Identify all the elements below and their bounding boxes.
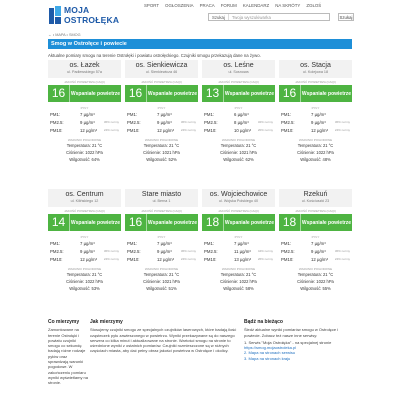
pm1-label: PM1: bbox=[127, 240, 138, 246]
pm-label: PYŁY bbox=[234, 106, 243, 110]
weather-label: WARUNKI POGODOWE bbox=[298, 138, 333, 142]
station-card[interactable] bbox=[125, 60, 198, 184]
pm25-value: 9 µg/m³ bbox=[80, 248, 95, 254]
station-card[interactable] bbox=[202, 189, 275, 313]
humidity-value: 53% bbox=[91, 286, 100, 291]
pm25-norm: 36% normy bbox=[180, 120, 196, 124]
pm10-label: PM10: bbox=[281, 256, 294, 262]
humidity-label: Wilgotność: bbox=[300, 157, 322, 162]
humidity-label: Wilgotność: bbox=[69, 286, 91, 291]
pm25-label: PM2.5: bbox=[50, 248, 64, 254]
station-header bbox=[279, 189, 352, 207]
caqi-label: JAKOŚĆ POWIETRZA (CAQI) bbox=[64, 209, 105, 213]
caqi-box bbox=[279, 85, 352, 102]
pm10-norm: 24% normy bbox=[180, 128, 196, 132]
pm25-label: PM2.5: bbox=[127, 248, 141, 254]
pm1-value: 6 µg/m³ bbox=[234, 111, 249, 117]
pm25-row bbox=[279, 118, 352, 126]
search-button[interactable]: Szukaj bbox=[339, 14, 353, 20]
pm10-row bbox=[125, 126, 198, 134]
humidity-row bbox=[202, 285, 275, 292]
air-quality-status: Wspaniałe powietrze bbox=[224, 90, 275, 97]
humidity-value: 52% bbox=[168, 157, 177, 162]
pm10-value: 12 µg/m³ bbox=[157, 127, 175, 133]
station-street: ul. Sienkiewicza 46 bbox=[145, 70, 178, 74]
pm10-row bbox=[202, 126, 275, 134]
pm1-label: PM1: bbox=[50, 240, 61, 246]
pressure-row bbox=[279, 278, 352, 285]
pressure-value: 1021 hPa bbox=[162, 279, 180, 284]
nav-item-na-skroty[interactable]: NA SKRÓTY bbox=[275, 3, 301, 8]
pm25-row bbox=[202, 247, 275, 255]
info-what-text: Zamontowane na terenie Ostrołęki i powiatu czujniki smogu co sekundę badają różne rodzaje pyłów oraz sprawdzają warunki pogodowe. W zakończeniu pomiaru wyniki wyświetlamy na stronie. bbox=[48, 327, 89, 386]
pm25-row bbox=[279, 247, 352, 255]
pm1-value: 7 µg/m³ bbox=[157, 111, 172, 117]
temperature-row bbox=[125, 142, 198, 149]
pm-label: PYŁY bbox=[80, 235, 89, 239]
pm1-label: PM1: bbox=[281, 240, 292, 246]
pm1-value: 7 µg/m³ bbox=[157, 240, 172, 246]
pm25-row bbox=[48, 118, 121, 126]
nav-item-sport[interactable]: SPORT bbox=[144, 3, 160, 8]
pm10-norm: 24% normy bbox=[334, 257, 350, 261]
pressure-label: Ciśnienie: bbox=[220, 279, 239, 284]
pressure-value: 1022 hPa bbox=[316, 279, 334, 284]
air-quality-status: Wspaniałe powietrze bbox=[224, 219, 275, 226]
caqi-box bbox=[202, 214, 275, 231]
pm1-row bbox=[202, 110, 275, 118]
pm10-norm: 26% normy bbox=[257, 257, 273, 261]
caqi-label: JAKOŚĆ POWIETRZA (CAQI) bbox=[295, 80, 336, 84]
humidity-label: Wilgotność: bbox=[146, 286, 168, 291]
pm10-label: PM10: bbox=[127, 127, 140, 133]
station-street: ul. Kilińskiego 12 bbox=[70, 199, 99, 203]
temperature-label: Temperatura: bbox=[66, 272, 91, 277]
site-header bbox=[0, 0, 400, 30]
humidity-label: Wilgotność: bbox=[223, 286, 245, 291]
info-link-2[interactable]: 2. Mapa na stronach serwisu bbox=[244, 350, 296, 356]
caqi-value: 16 bbox=[125, 85, 147, 102]
station-name: os. Leśne bbox=[223, 62, 254, 69]
air-quality-status: Wspaniałe powietrze bbox=[70, 219, 121, 226]
pm1-label: PM1: bbox=[127, 111, 138, 117]
pm25-value: 9 µg/m³ bbox=[80, 119, 95, 125]
caqi-value: 16 bbox=[48, 85, 70, 102]
pm25-value: 9 µg/m³ bbox=[157, 248, 172, 254]
info-stay bbox=[244, 320, 352, 361]
nav-item-zglos[interactable]: ZGŁOŚ bbox=[306, 3, 322, 8]
station-name: os. Stacja bbox=[300, 62, 331, 69]
weather-label: WARUNKI POGODOWE bbox=[67, 267, 102, 271]
pm1-value: 7 µg/m³ bbox=[311, 240, 326, 246]
pm10-row bbox=[48, 255, 121, 263]
logo-line2: OSTROŁĘKA bbox=[64, 15, 120, 25]
pressure-label: Ciśnienie: bbox=[220, 150, 239, 155]
logo-icon bbox=[48, 6, 62, 26]
pm25-value: 9 µg/m³ bbox=[311, 248, 326, 254]
pm25-value: 9 µg/m³ bbox=[157, 119, 172, 125]
caqi-box bbox=[125, 85, 198, 102]
pressure-label: Ciśnienie: bbox=[143, 279, 162, 284]
station-name: os. Sienkiewicza bbox=[135, 62, 188, 69]
temperature-label: Temperatura: bbox=[66, 143, 91, 148]
pressure-value: 1022 hPa bbox=[316, 150, 334, 155]
caqi-box bbox=[125, 214, 198, 231]
pm1-row bbox=[125, 239, 198, 247]
pm10-value: 12 µg/m³ bbox=[311, 127, 329, 133]
temperature-label: Temperatura: bbox=[143, 272, 168, 277]
pressure-row bbox=[48, 149, 121, 156]
station-header bbox=[279, 60, 352, 78]
search-box[interactable] bbox=[208, 13, 330, 21]
intro-text: Aktualne pomiary smogu na terenie Ostrołęki i powiatu ostrołęckiego. Czujniki smogu przekazują dane na żywo. bbox=[48, 53, 261, 58]
humidity-value: 62% bbox=[245, 157, 254, 162]
pm-label: PYŁY bbox=[311, 235, 320, 239]
pressure-row bbox=[125, 278, 198, 285]
temperature-label: Temperatura: bbox=[220, 143, 245, 148]
air-quality-status: Wspaniałe powietrze bbox=[301, 219, 352, 226]
air-quality-status: Wspaniałe powietrze bbox=[147, 90, 198, 97]
pm25-label: PM2.5: bbox=[204, 248, 218, 254]
pm25-label: PM2.5: bbox=[281, 248, 295, 254]
pm1-label: PM1: bbox=[204, 240, 215, 246]
pm1-row bbox=[48, 239, 121, 247]
pm1-value: 7 µg/m³ bbox=[234, 240, 249, 246]
pm25-norm: 36% normy bbox=[103, 249, 119, 253]
pm25-label: PM2.5: bbox=[204, 119, 218, 125]
temperature-label: Temperatura: bbox=[143, 143, 168, 148]
info-link-3[interactable]: 3. Mapa na stronach kraju bbox=[244, 355, 291, 361]
station-street: ul. Wojska Polskiego 40 bbox=[218, 199, 259, 203]
station-header bbox=[125, 60, 198, 78]
humidity-value: 58% bbox=[245, 286, 254, 291]
humidity-label: Wilgotność: bbox=[300, 286, 322, 291]
pm1-label: PM1: bbox=[204, 111, 215, 117]
pressure-row bbox=[202, 149, 275, 156]
pm-label: PYŁY bbox=[311, 106, 320, 110]
caqi-value: 13 bbox=[202, 85, 224, 102]
pm25-row bbox=[125, 118, 198, 126]
pressure-label: Ciśnienie: bbox=[297, 150, 316, 155]
caqi-value: 18 bbox=[279, 214, 301, 231]
temperature-row bbox=[202, 142, 275, 149]
pressure-value: 1022 hPa bbox=[85, 150, 103, 155]
logo-line1: MOJA bbox=[64, 5, 90, 15]
pm-label: PYŁY bbox=[234, 235, 243, 239]
temperature-value: 21 °C bbox=[168, 143, 180, 148]
pm10-value: 10 µg/m³ bbox=[234, 127, 252, 133]
pm10-norm: 20% normy bbox=[257, 128, 273, 132]
weather-label: WARUNKI POGODOWE bbox=[144, 138, 179, 142]
info-how bbox=[90, 320, 240, 354]
pm1-row bbox=[202, 239, 275, 247]
station-name: os. Centrum bbox=[65, 191, 104, 198]
caqi-box bbox=[48, 85, 121, 102]
pm25-label: PM2.5: bbox=[281, 119, 295, 125]
pm10-value: 12 µg/m³ bbox=[311, 256, 329, 262]
humidity-label: Wilgotność: bbox=[146, 157, 168, 162]
station-card[interactable] bbox=[125, 189, 198, 313]
station-header bbox=[202, 189, 275, 207]
pm-label: PYŁY bbox=[80, 106, 89, 110]
pressure-label: Ciśnienie: bbox=[66, 150, 85, 155]
station-header bbox=[125, 189, 198, 207]
search-label: Szukaj bbox=[209, 14, 229, 20]
pressure-label: Ciśnienie: bbox=[66, 279, 85, 284]
info-how-text: Stosujemy czujniki smogu ze specjalnych czujników laserowych, które badają ilość cząsteczek pyłu zawieszonego w powietrzu. Wyniki przekazywane są do naszego serwera co kilka minut i aktualizowane na stronie. Wartości smogu na stronie to uśrednione wyniki z ostatnich pomiarów. Czujniki rozmieszczone są w różnych częściach miasta, aby dać pełny obraz jakości powietrza w Ostrołęce i okolicy. bbox=[90, 327, 237, 354]
air-quality-status: Wspaniałe powietrze bbox=[301, 90, 352, 97]
temperature-label: Temperatura: bbox=[297, 143, 322, 148]
caqi-label: JAKOŚĆ POWIETRZA (CAQI) bbox=[141, 80, 182, 84]
temperature-label: Temperatura: bbox=[220, 272, 245, 277]
site-logo[interactable] bbox=[48, 5, 120, 27]
caqi-label: JAKOŚĆ POWIETRZA (CAQI) bbox=[218, 209, 259, 213]
search-input[interactable]: Twoja wyszukiwarka bbox=[231, 14, 271, 20]
station-street: ul. Kolejowa 18 bbox=[302, 70, 328, 74]
humidity-value: 48% bbox=[322, 157, 331, 162]
caqi-box bbox=[48, 214, 121, 231]
pm10-row bbox=[279, 126, 352, 134]
pm25-row bbox=[48, 247, 121, 255]
nav-item-ogloszenia[interactable]: OGŁOSZENIA bbox=[165, 3, 194, 8]
info-how-title: Jak mierzymy bbox=[90, 319, 123, 325]
temperature-value: 21 °C bbox=[168, 272, 180, 277]
station-name: os. Wojciechowice bbox=[209, 191, 268, 198]
pm10-norm: 24% normy bbox=[103, 128, 119, 132]
station-name: os. Łazek bbox=[69, 62, 100, 69]
pressure-row bbox=[48, 278, 121, 285]
pm10-norm: 24% normy bbox=[180, 257, 196, 261]
pressure-label: Ciśnienie: bbox=[143, 150, 162, 155]
pm1-label: PM1: bbox=[50, 111, 61, 117]
nav-item-kalendarz[interactable]: KALENDARZ bbox=[242, 3, 270, 8]
pm25-norm: 32% normy bbox=[257, 120, 273, 124]
air-quality-status: Wspaniałe powietrze bbox=[70, 90, 121, 97]
pm10-value: 12 µg/m³ bbox=[157, 256, 175, 262]
station-header bbox=[202, 60, 275, 78]
pm25-norm: 36% normy bbox=[334, 249, 350, 253]
pm10-norm: 24% normy bbox=[334, 128, 350, 132]
caqi-value: 16 bbox=[279, 85, 301, 102]
info-what-title: Co mierzymy bbox=[48, 319, 80, 325]
station-card[interactable] bbox=[279, 189, 352, 313]
pm1-value: 7 µg/m³ bbox=[80, 111, 95, 117]
station-street: ul. Padlewskiego 57a bbox=[67, 70, 102, 74]
humidity-row bbox=[48, 285, 121, 292]
pm-label: PYŁY bbox=[157, 106, 166, 110]
pm25-row bbox=[202, 118, 275, 126]
breadcrumb[interactable]: ← • MAPA • SMOG bbox=[48, 33, 81, 37]
humidity-label: Wilgotność: bbox=[223, 157, 245, 162]
pressure-value: 1022 hPa bbox=[239, 279, 257, 284]
humidity-row bbox=[125, 156, 198, 163]
station-name: Rzekuń bbox=[303, 191, 328, 198]
caqi-label: JAKOŚĆ POWIETRZA (CAQI) bbox=[141, 209, 182, 213]
pm10-value: 12 µg/m³ bbox=[80, 256, 98, 262]
pm25-label: PM2.5: bbox=[50, 119, 64, 125]
caqi-label: JAKOŚĆ POWIETRZA (CAQI) bbox=[218, 80, 259, 84]
caqi-value: 18 bbox=[202, 214, 224, 231]
pressure-row bbox=[202, 278, 275, 285]
caqi-value: 14 bbox=[48, 214, 70, 231]
pressure-row bbox=[279, 149, 352, 156]
humidity-row bbox=[125, 285, 198, 292]
station-card[interactable] bbox=[48, 189, 121, 313]
pm1-row bbox=[279, 239, 352, 247]
humidity-row bbox=[48, 156, 121, 163]
pm10-value: 13 µg/m³ bbox=[234, 256, 252, 262]
humidity-row bbox=[279, 156, 352, 163]
pm25-row bbox=[125, 247, 198, 255]
pm10-label: PM10: bbox=[204, 127, 217, 133]
pm1-value: 7 µg/m³ bbox=[311, 111, 326, 117]
station-street: ul. Berna 1 bbox=[152, 199, 171, 203]
temperature-row bbox=[125, 271, 198, 278]
temperature-row bbox=[279, 271, 352, 278]
station-card[interactable] bbox=[279, 60, 352, 184]
temperature-row bbox=[48, 271, 121, 278]
station-street: ul. Kościuszki 23 bbox=[301, 199, 330, 203]
temperature-row bbox=[279, 142, 352, 149]
pm10-row bbox=[202, 255, 275, 263]
weather-label: WARUNKI POGODOWE bbox=[298, 267, 333, 271]
pm25-label: PM2.5: bbox=[127, 119, 141, 125]
air-quality-status: Wspaniałe powietrze bbox=[147, 219, 198, 226]
station-card[interactable] bbox=[48, 60, 121, 184]
pm10-label: PM10: bbox=[204, 256, 217, 262]
pm10-row bbox=[48, 126, 121, 134]
pm1-row bbox=[279, 110, 352, 118]
caqi-value: 16 bbox=[125, 214, 147, 231]
pm10-row bbox=[279, 255, 352, 263]
humidity-value: 51% bbox=[168, 286, 177, 291]
temperature-value: 21 °C bbox=[245, 143, 257, 148]
pm-label: PYŁY bbox=[157, 235, 166, 239]
temperature-value: 21 °C bbox=[245, 272, 257, 277]
humidity-value: 64% bbox=[91, 157, 100, 162]
info-link-1: 1. Serwis "Moja Ostrołęka" - na specjalnej stronie bbox=[244, 339, 332, 345]
pm10-row bbox=[125, 255, 198, 263]
weather-label: WARUNKI POGODOWE bbox=[67, 138, 102, 142]
temperature-value: 21 °C bbox=[91, 272, 103, 277]
pm25-norm: 44% normy bbox=[257, 249, 273, 253]
pm10-norm: 24% normy bbox=[103, 257, 119, 261]
pm10-label: PM10: bbox=[50, 256, 63, 262]
temperature-value: 21 °C bbox=[91, 143, 103, 148]
pressure-row bbox=[125, 149, 198, 156]
pm25-norm: 36% normy bbox=[180, 249, 196, 253]
pm10-label: PM10: bbox=[127, 256, 140, 262]
station-name: Stare miasto bbox=[141, 191, 182, 198]
humidity-row bbox=[279, 285, 352, 292]
page-title: Smog w Ostrołęce i powiecie bbox=[48, 39, 352, 49]
temperature-row bbox=[48, 142, 121, 149]
humidity-row bbox=[202, 156, 275, 163]
pressure-label: Ciśnienie: bbox=[297, 279, 316, 284]
weather-label: WARUNKI POGODOWE bbox=[221, 138, 256, 142]
pressure-value: 1021 hPa bbox=[162, 150, 180, 155]
temperature-value: 21 °C bbox=[322, 272, 334, 277]
nav-item-forum[interactable]: FORUM bbox=[220, 3, 237, 8]
temperature-value: 21 °C bbox=[322, 143, 334, 148]
station-header bbox=[48, 189, 121, 207]
pm10-value: 12 µg/m³ bbox=[80, 127, 98, 133]
nav-item-praca[interactable]: PRACA bbox=[199, 3, 215, 8]
pm25-value: 8 µg/m³ bbox=[234, 119, 249, 125]
stations-grid bbox=[48, 60, 352, 313]
info-what bbox=[48, 320, 88, 386]
pm1-value: 7 µg/m³ bbox=[80, 240, 95, 246]
caqi-label: JAKOŚĆ POWIETRZA (CAQI) bbox=[64, 80, 105, 84]
pm1-label: PM1: bbox=[281, 111, 292, 117]
weather-label: WARUNKI POGODOWE bbox=[221, 267, 256, 271]
station-header bbox=[48, 60, 121, 78]
temperature-label: Temperatura: bbox=[297, 272, 322, 277]
info-stay-title: Bądź na bieżąco bbox=[244, 319, 283, 325]
caqi-box bbox=[202, 85, 275, 102]
pm10-label: PM10: bbox=[281, 127, 294, 133]
pressure-value: 1021 hPa bbox=[239, 150, 257, 155]
pm1-row bbox=[48, 110, 121, 118]
pm10-label: PM10: bbox=[50, 127, 63, 133]
humidity-value: 55% bbox=[322, 286, 331, 291]
caqi-label: JAKOŚĆ POWIETRZA (CAQI) bbox=[295, 209, 336, 213]
temperature-row bbox=[202, 271, 275, 278]
pressure-value: 1022 hPa bbox=[85, 279, 103, 284]
pm25-value: 11 µg/m³ bbox=[234, 248, 251, 254]
pm25-value: 9 µg/m³ bbox=[311, 119, 326, 125]
pm25-norm: 36% normy bbox=[103, 120, 119, 124]
pm1-row bbox=[125, 110, 198, 118]
station-street: ul. Sosnowa bbox=[228, 70, 249, 74]
top-navigation bbox=[144, 3, 321, 8]
humidity-label: Wilgotność: bbox=[69, 157, 91, 162]
station-card[interactable] bbox=[202, 60, 275, 184]
info-link-url[interactable]: https://smog.mojaostroleka.pl bbox=[244, 345, 297, 351]
weather-label: WARUNKI POGODOWE bbox=[144, 267, 179, 271]
pm25-norm: 36% normy bbox=[334, 120, 350, 124]
caqi-box bbox=[279, 214, 352, 231]
info-stay-text: Śledź aktualne wyniki pomiarów smogu w Ostrołęce i powiecie. Zobacz też nasze inne serwisy: bbox=[244, 327, 339, 338]
